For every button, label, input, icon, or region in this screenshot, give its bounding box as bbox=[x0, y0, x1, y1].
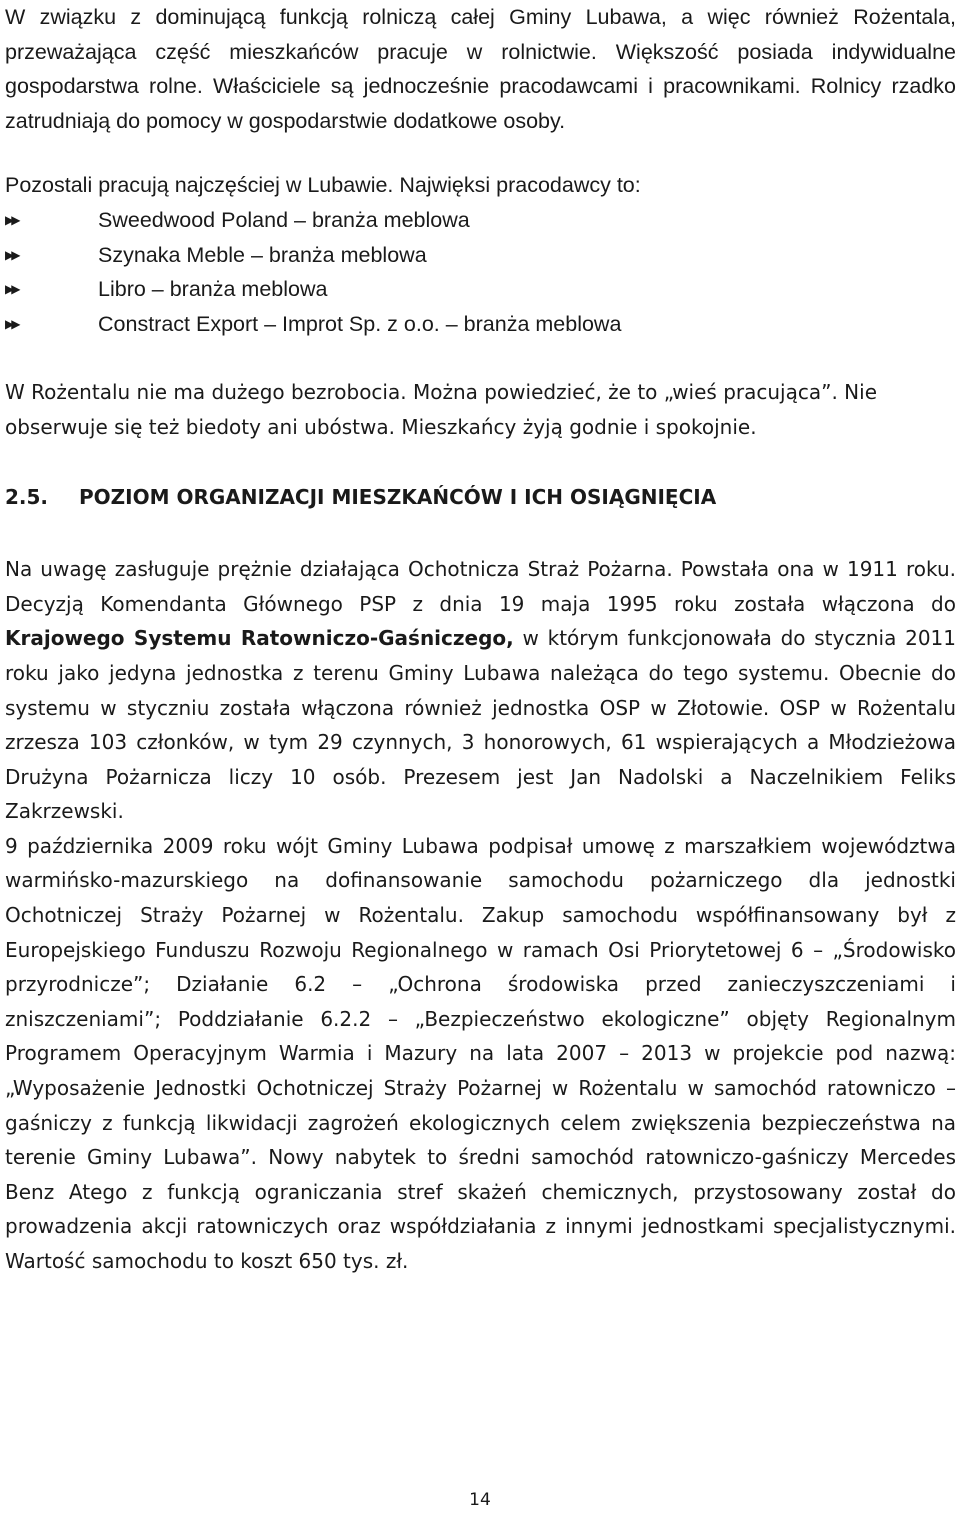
unemployment-paragraph: W Rożentalu nie ma dużego bezrobocia. Można powiedzieć, że to „wieś pracująca”. Nie obserwuje się też biedoty ani ubóstwa. Mieszkańcy żyją godnie i spokojnie. bbox=[5, 380, 878, 439]
list-item bbox=[5, 272, 956, 307]
section-number: 2.5. bbox=[5, 484, 49, 509]
double-arrow-bullet-icon: ▶▶ bbox=[5, 247, 18, 262]
page-number: 14 bbox=[469, 1490, 491, 1510]
osp-text-end: w którym funkcjonowała do stycznia 2011 roku jako jedyna jednostka z terenu Gminy Lubawa należąca do tego systemu. Obecnie do systemu w styczniu została włączona również jednostka OSP w Złotowie. OSP w Rożentalu zrzesza 103 członków, w tym 29 czynnych, 3 honorowych, 61 wspierających a Młodzieżowa Drużyna Pożarnicza liczy 10 osób. Prezesem jest Jan Nadolski a Naczelnikiem Feliks Zakrzewski. bbox=[5, 626, 956, 824]
intro-paragraph: W związku z dominującą funkcją rolniczą całej Gminy Lubawa, a więc również Rożentala, przeważająca część mieszkańców pracuje w rolnictwie. Większość posiada indywidualne gospodarstwa rolne. Właściciele są jednocześnie pracodawcami i pracownikami. Rolnicy rzadko zatrudniają do pomocy w gospodarstwie dodatkowe osoby. bbox=[5, 5, 956, 133]
osp-bold-system-name: Krajowego Systemu Ratowniczo-Gaśniczego, bbox=[5, 626, 514, 651]
vehicle-paragraph: 9 października 2009 roku wójt Gminy Lubawa podpisał umowę z marszałkiem województwa warmińsko-mazurskiego na dofinansowanie samochodu pożarniczego dla jednostki Ochotniczej Straży Pożarnej w Rożentalu. Zakup samochodu współfinansowany był z Europejskiego Funduszu Rozwoju Regionalnego w ramach Osi Priorytetowej 6 – „Środowisko przyrodnicze”; Działanie 6.2 – „Ochrona środowiska przed zanieczyszczeniami i zniszczeniami”; Poddziałanie 6.2.2 – „Bezpieczeństwo ekologiczne” objęty Regionalnym Programem Operacyjnym Warmia i Mazury na lata 2007 – 2013 w projekcie pod nazwą: „Wyposażenie Jednostki Ochotniczej Straży Pożarnej w Rożentalu w samochód ratowniczo – gaśniczy z funkcją likwidacji zagrożeń ekologicznych celem zwiększenia bezpieczeństwa na terenie Gminy Lubawa”. Nowy nabytek to średni samochód ratowniczo-gaśniczy Mercedes Benz Atego z funkcją ograniczania stref skażeń chemicznych, przystosowany został do prowadzenia akcji ratowniczych oraz współdziałania z innymi jednostkami specjalistycznymi. Wartość samochodu to koszt 650 tys. zł. bbox=[5, 833, 956, 1273]
employer-text: Libro – branża meblowa bbox=[98, 277, 328, 302]
double-arrow-bullet-icon: ▶▶ bbox=[5, 212, 18, 227]
osp-text-start: Na uwagę zasługuje prężnie działająca Ochotnicza Straż Pożarna. Powstała ona w 1911 roku. Decyzją Komendanta Głównego PSP z dnia 19 maja 1995 roku została włączona do bbox=[5, 557, 956, 616]
employer-text: Szynaka Meble – branża meblowa bbox=[98, 242, 427, 267]
list-item bbox=[5, 203, 956, 238]
double-arrow-bullet-icon: ▶▶ bbox=[5, 316, 18, 331]
employers-intro: Pozostali pracują najczęściej w Lubawie. Najwięksi pracodawcy to: bbox=[5, 173, 641, 198]
section-title: POZIOM ORGANIZACJI MIESZKAŃCÓW I ICH OSIĄGNIĘCIA bbox=[79, 484, 717, 509]
list-item bbox=[5, 307, 956, 342]
document-page bbox=[5, 0, 956, 1279]
double-arrow-bullet-icon: ▶▶ bbox=[5, 282, 18, 297]
section-heading bbox=[5, 480, 956, 515]
osp-paragraph bbox=[5, 552, 956, 829]
employers-list bbox=[5, 203, 956, 341]
employer-text: Sweedwood Poland – branża meblowa bbox=[98, 207, 470, 232]
employer-text: Constract Export – Improt Sp. z o.o. – branża meblowa bbox=[98, 311, 622, 336]
list-item bbox=[5, 238, 956, 273]
